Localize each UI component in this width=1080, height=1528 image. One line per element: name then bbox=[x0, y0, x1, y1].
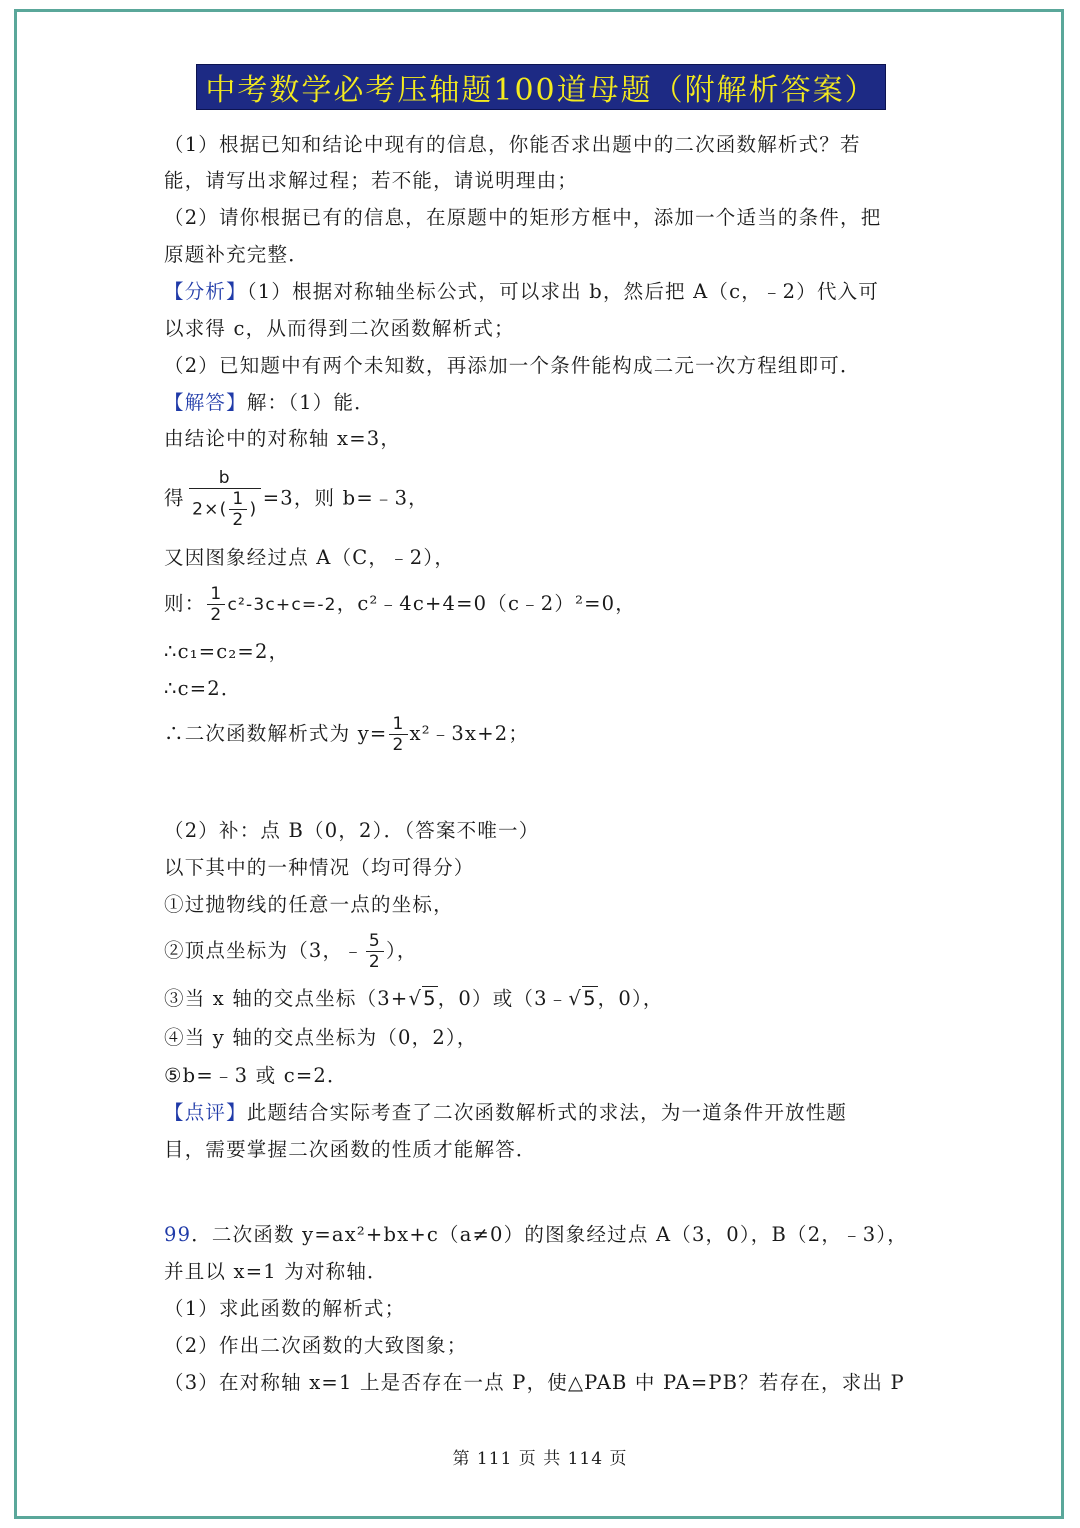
answer-text-1: 解：（1）能． bbox=[246, 391, 375, 414]
question-1-line-1: （1）根据已知和结论中现有的信息，你能否求出题中的二次函数解析式？若 bbox=[164, 133, 861, 156]
page-frame bbox=[14, 9, 1064, 1519]
question-99-part-3: （3）在对称轴 x=1 上是否存在一点 P，使△PAB 中 PA=PB？若存在，求出 P bbox=[164, 1371, 905, 1394]
fraction-b bbox=[189, 468, 261, 530]
comment-line-2: 目，需要掌握二次函数的性质才能解答． bbox=[164, 1138, 537, 1161]
sqrt-5-b: √5 bbox=[568, 987, 597, 1010]
fraction-b-den-post: ) bbox=[249, 499, 258, 520]
fraction-half-3-den: 2 bbox=[392, 735, 405, 755]
title-banner bbox=[196, 64, 886, 110]
comment-line-1 bbox=[164, 1099, 847, 1127]
step-func-post: x²﹣3x+2； bbox=[409, 722, 530, 745]
step-de-tail: =3，则 b=﹣3， bbox=[262, 486, 429, 510]
fraction-half-den: 2 bbox=[232, 510, 245, 530]
fraction-five-halves bbox=[366, 931, 384, 972]
comment-text-1: 此题结合实际考查了二次函数解析式的求法，为一道条件开放性题 bbox=[246, 1101, 848, 1124]
option-3-pre: ③当 x 轴的交点坐标（3+ bbox=[164, 987, 409, 1010]
fraction-b-den-pre: 2×( bbox=[192, 499, 228, 520]
analysis-line-1 bbox=[164, 278, 879, 306]
answer-line-2: 由结论中的对称轴 x=3， bbox=[164, 427, 402, 450]
step-point: 又因图象经过点 A（C，﹣2）， bbox=[164, 546, 456, 569]
sqrt-5-b-radicand: 5 bbox=[583, 987, 597, 1010]
option-3-post: ，0）， bbox=[597, 987, 664, 1010]
option-2 bbox=[164, 929, 418, 973]
step-func-pre: ∴二次函数解析式为 y= bbox=[164, 722, 388, 745]
fraction-half-2-den: 2 bbox=[210, 605, 223, 625]
step-func bbox=[164, 712, 529, 756]
option-3 bbox=[164, 985, 664, 1013]
question-1-line-2: 能，请写出求解过程；若不能，请说明理由； bbox=[164, 169, 579, 192]
fraction-half-2-num: 1 bbox=[207, 584, 225, 605]
option-2-post: ）， bbox=[385, 939, 418, 962]
fraction-five-halves-num: 5 bbox=[366, 931, 384, 952]
fraction-half-num: 1 bbox=[229, 489, 247, 510]
option-3-mid: ，0）或（3﹣ bbox=[437, 987, 569, 1010]
fraction-half-2 bbox=[207, 584, 225, 625]
analysis-tag: 【分析】 bbox=[164, 280, 247, 303]
fraction-b-denominator bbox=[189, 489, 260, 530]
question-99-part-2: （2）作出二次函数的大致图象； bbox=[164, 1334, 468, 1357]
question-99-line-1 bbox=[164, 1221, 908, 1249]
analysis-line-3: （2）已知题中有两个未知数，再添加一个条件能构成二元一次方程组即可． bbox=[164, 354, 861, 377]
step-ze-label: 则： bbox=[164, 592, 206, 615]
page-title: 中考数学必考压轴题100道母题（附解析答案） bbox=[205, 73, 877, 108]
question-2-line-2: 原题补充完整． bbox=[164, 243, 309, 266]
sqrt-5-a: √5 bbox=[408, 987, 437, 1010]
fraction-half-3-num: 1 bbox=[389, 714, 407, 735]
answer-tag: 【解答】 bbox=[164, 391, 247, 414]
question-99-line-2: 并且以 x=1 为对称轴． bbox=[164, 1260, 388, 1283]
comment-tag: 【点评】 bbox=[164, 1101, 247, 1124]
question-2-line-1: （2）请你根据已有的信息，在原题中的矩形方框中，添加一个适当的条件，把 bbox=[164, 206, 882, 229]
step-de bbox=[164, 468, 429, 530]
answer-line-1 bbox=[164, 389, 375, 417]
fraction-b-numerator: b bbox=[189, 468, 261, 489]
analysis-line-2: 以求得 c，从而得到二次函数解析式； bbox=[164, 317, 515, 340]
part2-line-2: 以下其中的一种情况（均可得分） bbox=[164, 856, 475, 879]
step-c: ∴c=2． bbox=[164, 677, 242, 700]
page-footer: 第 111 页 共 114 页 bbox=[452, 1449, 628, 1469]
option-2-pre: ②顶点坐标为（3，﹣ bbox=[164, 939, 364, 962]
step-c1: ∴c₁=c₂=2， bbox=[164, 640, 290, 663]
question-number-99: 99 bbox=[164, 1223, 192, 1246]
step-ze-tail: ，c²﹣4c+4=0（c﹣2）²=0， bbox=[336, 592, 636, 615]
option-5: ⑤b=﹣3 或 c=2． bbox=[164, 1064, 348, 1087]
question-99-text-1: ．二次函数 y=ax²+bx+c（a≠0）的图象经过点 A（3，0），B（2，﹣3）， bbox=[191, 1223, 908, 1246]
fraction-half-3 bbox=[389, 714, 407, 755]
sqrt-5-a-radicand: 5 bbox=[423, 987, 437, 1010]
step-ze-expr: c²-3c+c=-2 bbox=[227, 595, 337, 615]
part2-line-1: （2）补：点 B（0，2）．（答案不唯一） bbox=[164, 819, 540, 842]
option-4: ④当 y 轴的交点坐标为（0，2）， bbox=[164, 1026, 478, 1049]
analysis-text-1: （1）根据对称轴坐标公式，可以求出 b，然后把 A（c，﹣2）代入可 bbox=[246, 280, 880, 303]
option-1: ①过抛物线的任意一点的坐标， bbox=[164, 893, 454, 916]
step-de-label: 得 bbox=[164, 486, 185, 510]
fraction-half bbox=[229, 489, 247, 530]
question-99-part-1: （1）求此函数的解析式； bbox=[164, 1297, 406, 1320]
step-ze bbox=[164, 582, 636, 627]
fraction-five-halves-den: 2 bbox=[368, 952, 381, 972]
